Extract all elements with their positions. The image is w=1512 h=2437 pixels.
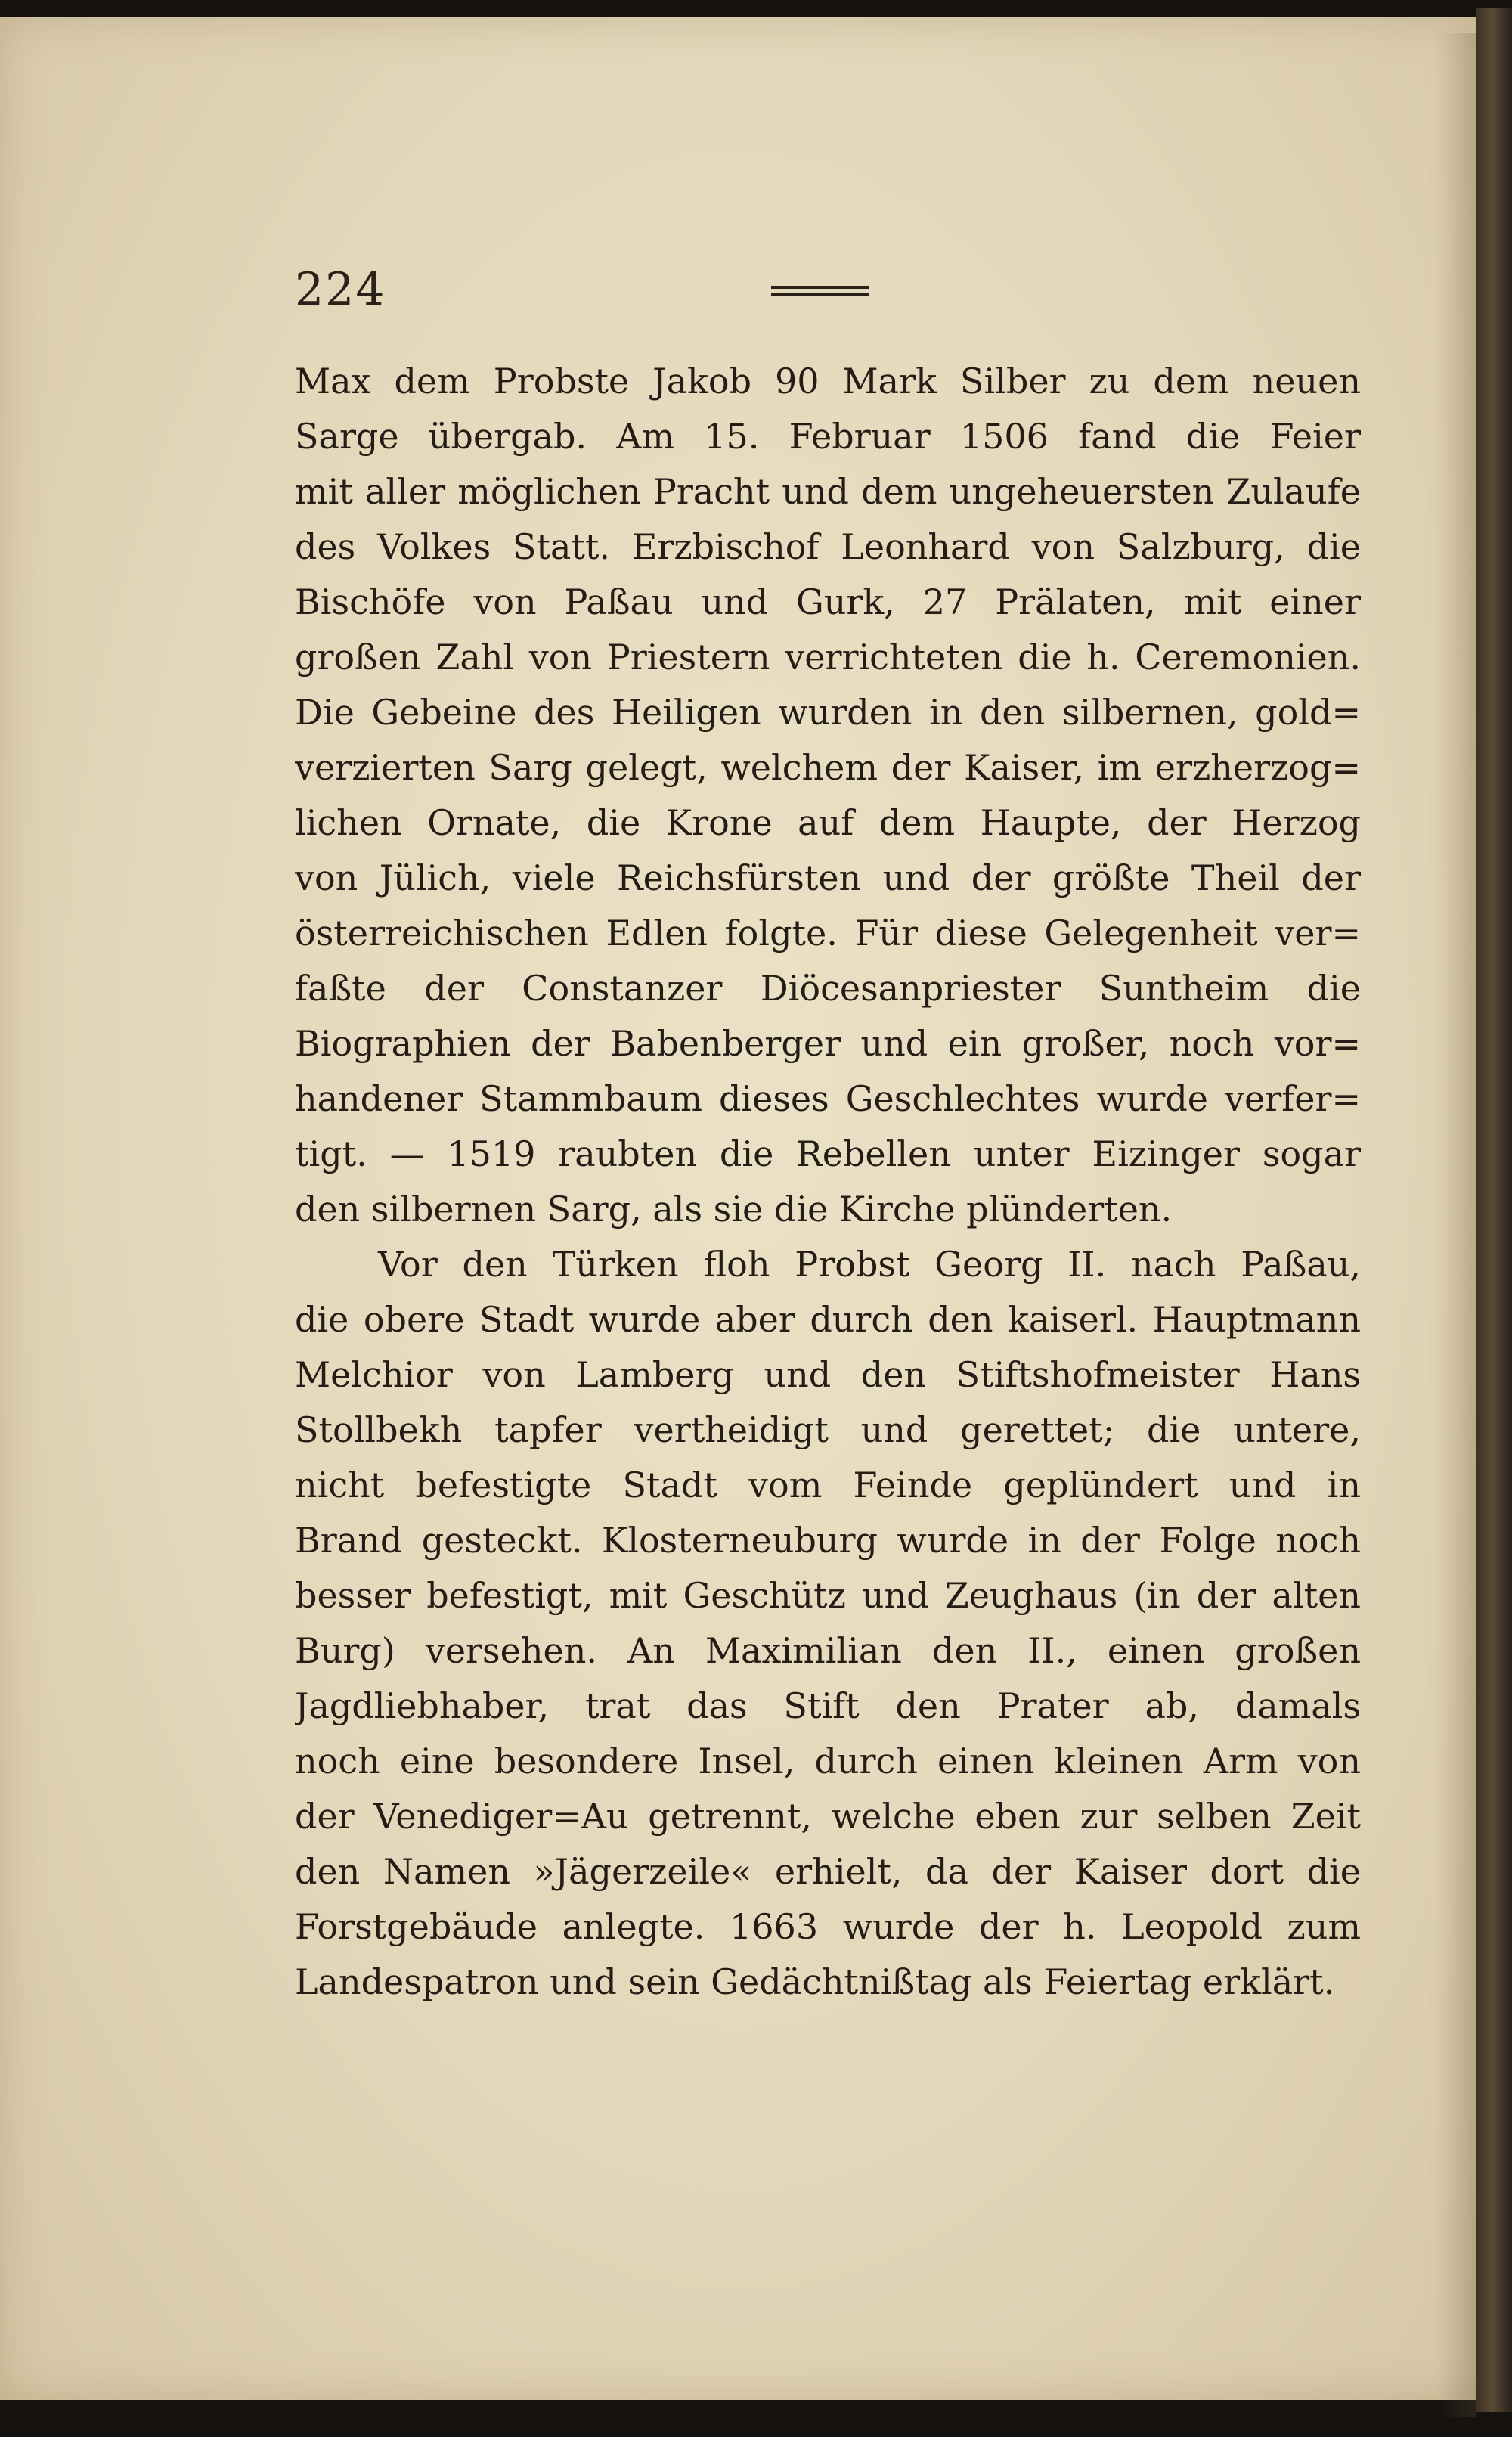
text-line: Burg) versehen. An Maximilian den II., einen großen (295, 1630, 1361, 1671)
text-line: noch eine besondere Insel, durch einen kleinen Arm von (295, 1741, 1361, 1781)
text-line: tigt. — 1519 raubten die Rebellen unter Eizinger sogar (295, 1133, 1361, 1174)
text-line: Biographien der Babenberger und ein großer, noch vor= (295, 1023, 1361, 1064)
text-line: faßte der Constanzer Diöcesanpriester Suntheim die (295, 968, 1361, 1009)
text-line: Brand gesteckt. Klosterneuburg wurde in der Folge noch (295, 1520, 1361, 1561)
text-line: österreichischen Edlen folgte. Für diese Gelegenheit ver= (295, 913, 1361, 953)
page-header (295, 263, 1361, 324)
text-line: besser befestigt, mit Geschütz und Zeughaus (in der alten (295, 1575, 1361, 1616)
text-line: Melchior von Lamberg und den Stiftshofmeister Hans (295, 1354, 1361, 1395)
text-line: die obere Stadt wurde aber durch den kaiserl. Hauptmann (295, 1299, 1361, 1340)
header-rule-ornament (771, 286, 869, 296)
text-line: Bischöfe von Paßau und Gurk, 27 Prälaten, mit einer (295, 581, 1361, 622)
text-line: Jagdliebhaber, trat das Stift den Prater ab, damals (295, 1685, 1361, 1726)
text-line: nicht befestigte Stadt vom Feinde geplündert und in (295, 1465, 1361, 1505)
text-line: von Jülich, viele Reichsfürsten und der größte Theil der (295, 857, 1361, 898)
text-line: Stollbekh tapfer vertheidigt und gerettet; die untere, (295, 1409, 1361, 1450)
text-line: der Venediger=Au getrennt, welche eben zur selben Zeit (295, 1796, 1361, 1837)
text-line: Sarge übergab. Am 15. Februar 1506 fand die Feier (295, 416, 1361, 457)
text-line: lichen Ornate, die Krone auf dem Haupte, der Herzog (295, 802, 1361, 843)
text-line: mit aller möglichen Pracht und dem ungeheuersten Zulaufe (295, 471, 1361, 512)
text-line: Max dem Probste Jakob 90 Mark Silber zu dem neuen (295, 361, 1361, 402)
text-line: verzierten Sarg gelegt, welchem der Kaiser, im erzherzog= (295, 747, 1361, 788)
text-line: großen Zahl von Priestern verrichteten die h. Ceremonien. (295, 637, 1361, 677)
text-line: handener Stammbaum dieses Geschlechtes wurde verfer= (295, 1078, 1361, 1119)
body-text (295, 354, 1361, 2010)
page-number: 224 (295, 263, 386, 316)
book-binding-edge (1476, 8, 1512, 2412)
text-line: Die Gebeine des Heiligen wurden in den silbernen, gold= (295, 692, 1361, 733)
text-line: des Volkes Statt. Erzbischof Leonhard von Salzburg, die (295, 526, 1361, 567)
text-line: Landespatron und sein Gedächtnißtag als Feiertag erklärt. (295, 1961, 1335, 2002)
page-shadow (1436, 33, 1476, 2417)
text-line: den Namen »Jägerzeile« erhielt, da der Kaiser dort die (295, 1851, 1361, 1892)
text-line: Vor den Türken floh Probst Georg II. nach Paßau, (378, 1244, 1361, 1285)
text-line: Forstgebäude anlegte. 1663 wurde der h. Leopold zum (295, 1906, 1361, 1947)
text-line: den silbernen Sarg, als sie die Kirche plünderten. (295, 1189, 1173, 1229)
